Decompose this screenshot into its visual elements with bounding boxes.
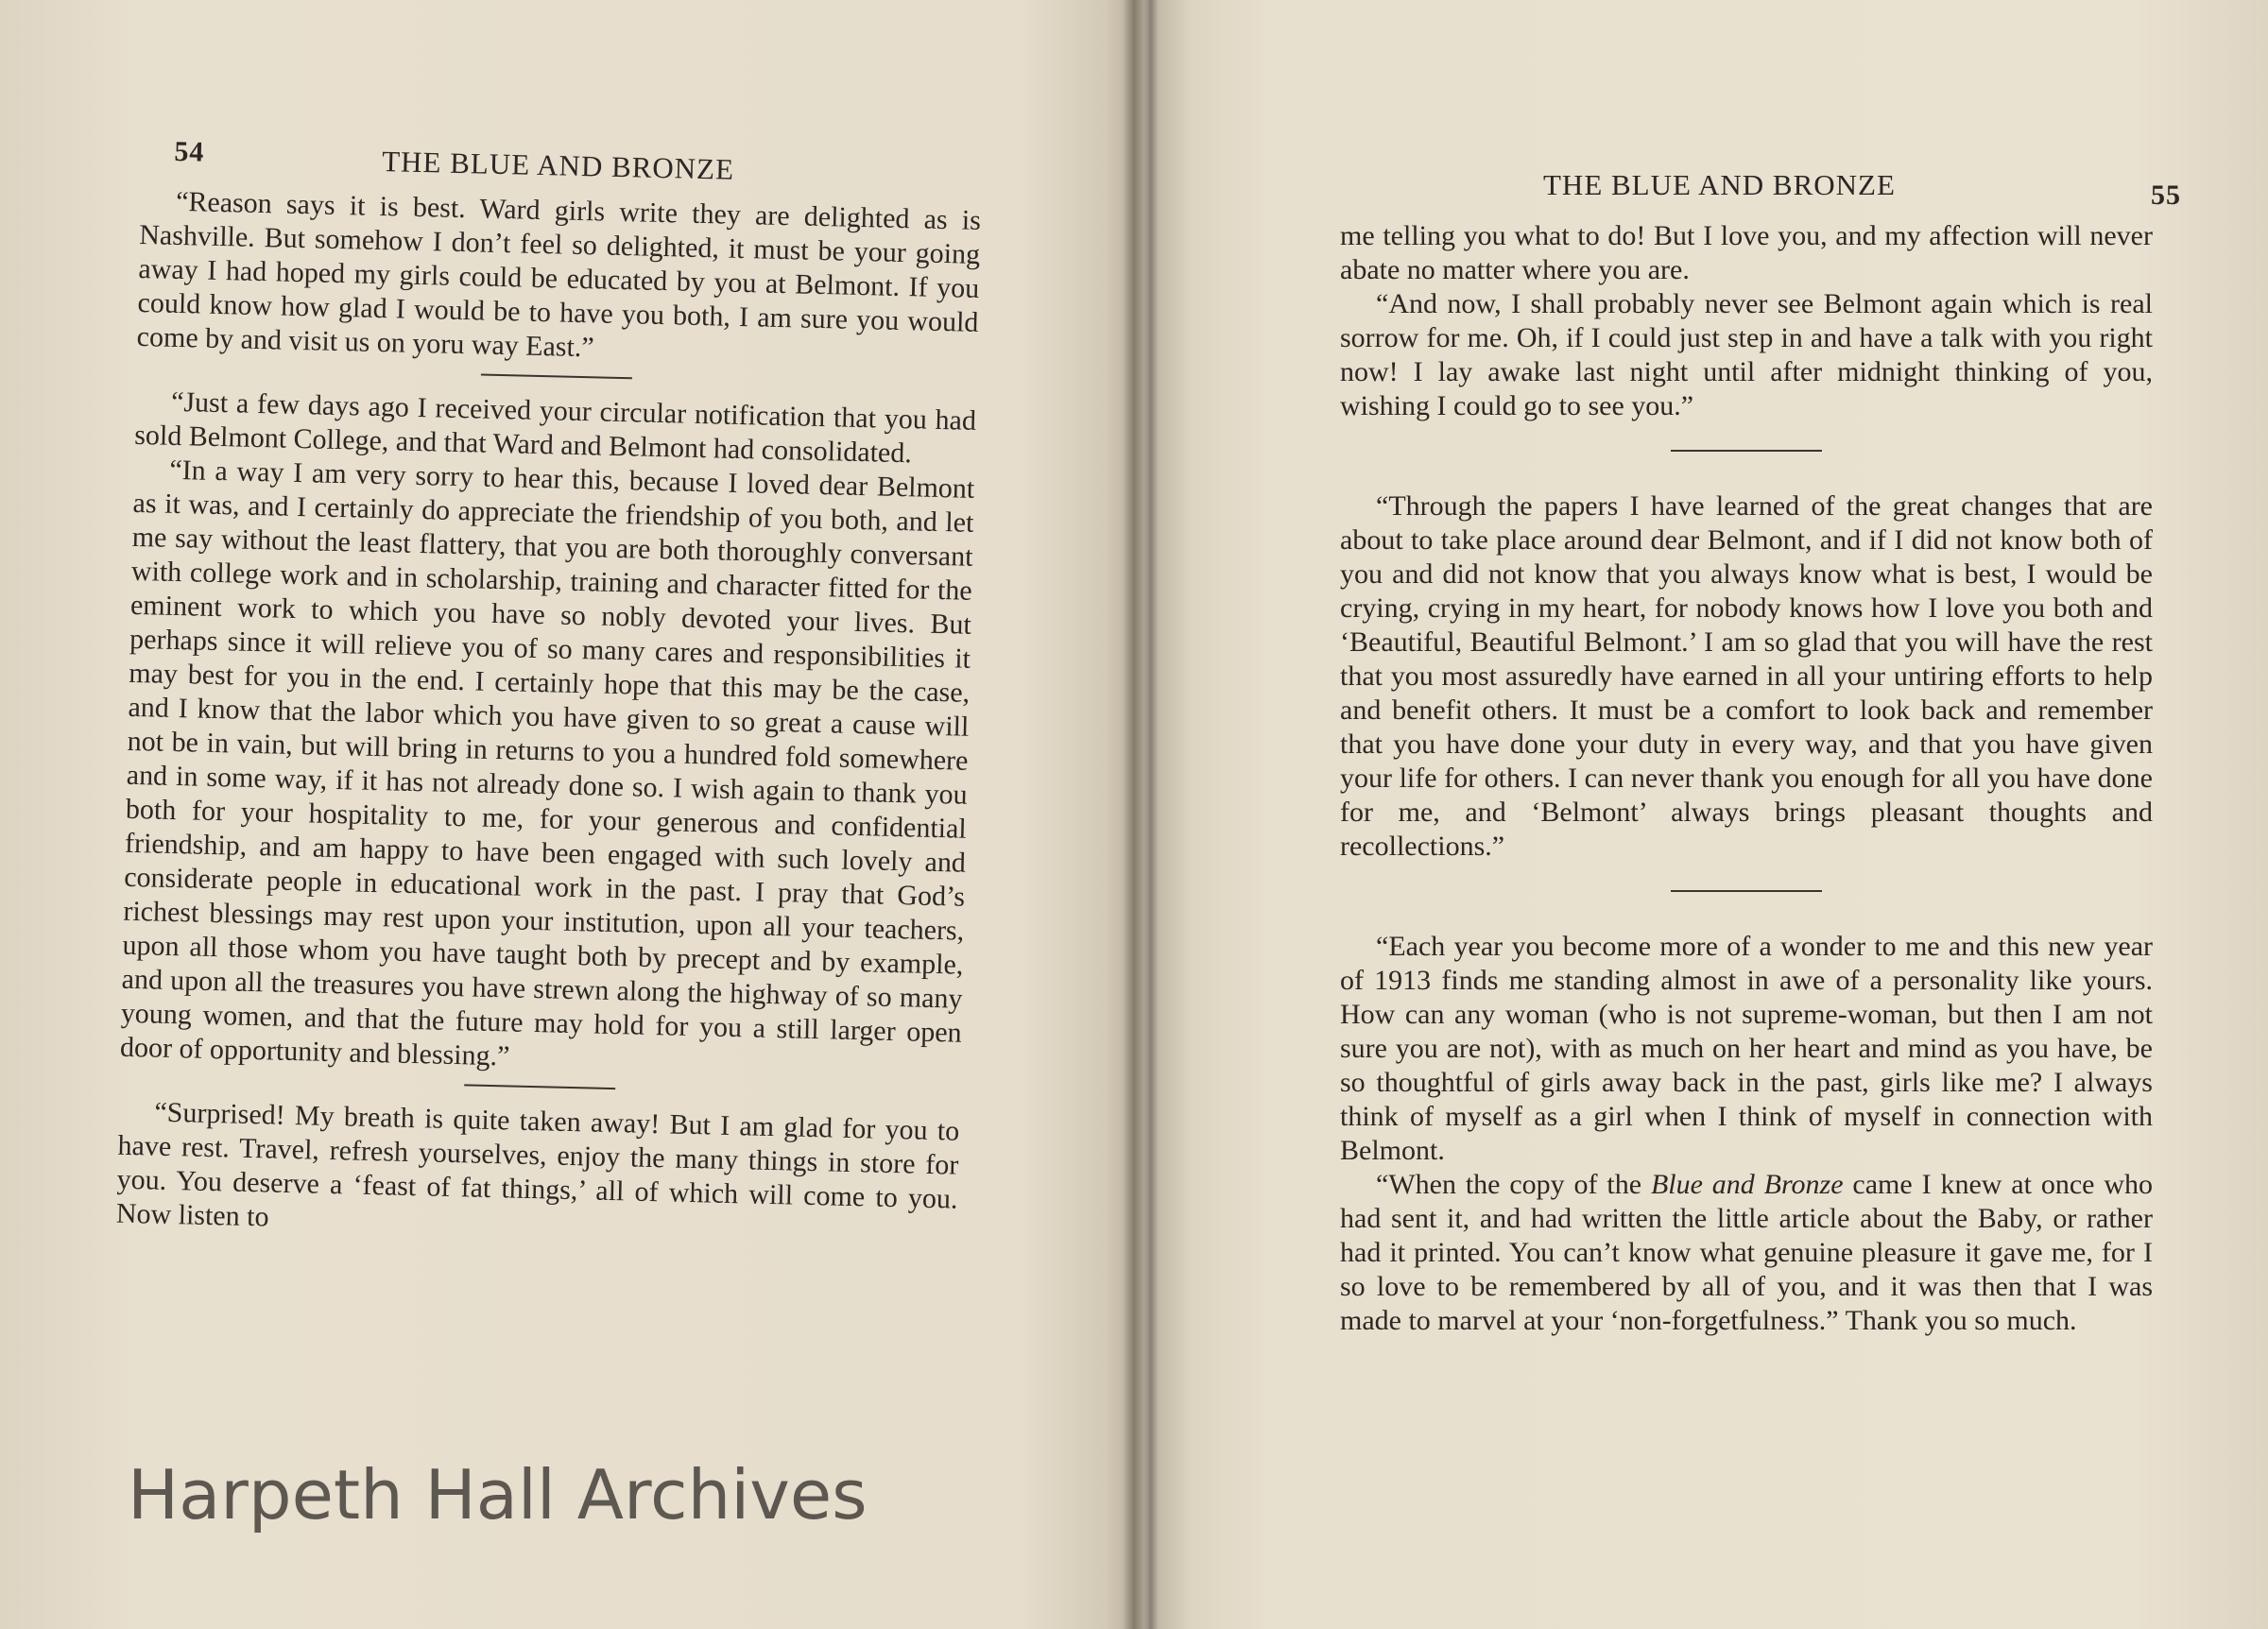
right-paragraph-continuation: me telling you what to do! But I love you, and my affection will never abate no matter where you are.	[1340, 220, 2153, 285]
section-divider	[1671, 890, 1822, 892]
section-divider	[464, 1084, 615, 1089]
right-running-head	[1340, 163, 2181, 219]
right-paragraph: “And now, I shall probably never see Belmont again which is real sorrow for me. Oh, if I could just step in and have a talk with you right now! I lay awake last night until after midnight thinking of you, wishing I could go to see you.”	[1340, 288, 2153, 421]
section-divider	[1671, 450, 1822, 452]
right-page-number: 55	[2151, 180, 2181, 211]
left-book-title: THE BLUE AND BRONZE	[381, 145, 735, 186]
right-paragraph: “Each year you become more of a wonder to me and this new year of 1913 finds me standing almost in awe of a personality like yours. How can any woman (who is not supreme-woman, but then I am not sure you are not), with as much on her heart and mind as you have, be so thoughtful of girls away back in the past, girls like me? I always think of myself as a girl when I think of myself in connection with Belmont.	[1340, 931, 2153, 1166]
right-page	[1158, 0, 2268, 1629]
left-body-text	[115, 184, 981, 1251]
right-paragraph: “Through the papers I have learned of the great changes that are about to take place around dear Belmont, and if I did not know both of you and did not know that you always know what is best, I would be crying, crying in my heart, for nobody knows how I love you both and ‘Beautiful, Beautiful Belmont.’ I am so glad that you will have the rest that you most assuredly have earned in all your untiring efforts to help and benefit others. It must be a comfort to look back and remember that you have done your duty in every way, and that you have given your life for others. I can never thank you enough for all you have done for me, and ‘Belmont’ always brings pleasant thoughts and recollections.”	[1340, 490, 2153, 862]
left-text-block	[115, 128, 982, 1251]
right-paragraph	[1340, 1168, 2153, 1338]
left-paragraph: “Just a few days ago I received your circular notification that you had sold Belmont College, and that Ward and Belmont had consolidated.	[133, 386, 977, 470]
right-text-block	[1340, 163, 2181, 1338]
left-paragraph: “Reason says it is best. Ward girls write they are delighted as is Nashville. But somehow I don’t feel so delighted, it must be your going away I had hoped my girls could be educated by you at Belmont. If you could know how glad I would be to have you both, I am sure you would come by and visit us on yoru way East.”	[136, 185, 982, 364]
right-paragraph-text: “When the copy of the	[1376, 1169, 1651, 1200]
left-page-number: 54	[174, 135, 205, 168]
right-paragraph-text: came I knew at once who had sent it, and had written the little article about the Baby, or rather had it printed. You can’t know what genuine pleasure it gave me, for I so love to be remembered by all of you, and it was then that I was made to marvel at your ‘non-forgetfulness.” Thank you so much.	[1340, 1169, 2153, 1336]
archive-watermark: Harpeth Hall Archives	[128, 1455, 868, 1535]
left-paragraph: “In a way I am very sorry to hear this, because I loved dear Belmont as it was, and I certainly do appreciate the friendship of you both, and let me say without the least flattery, that you are both thoroughly conversant with college work and in scholarship, training and character fitted for the eminent work to which you have so nobly devoted your lives. But perhaps since it will relieve you of so many cares and responsibilities it may best for you in the end. I certainly hope that this may be the case, and I know that the labor which you have given to so great a cause will not be in vain, but will bring in returns to you a hundred fold somewhere and in some way, if it has not already done so. I wish again to thank you both for your hospitality to me, for your generous and confidential friendship, and am happy to have been engaged with such lovely and considerate people in educational work in the past. I pray that God’s richest blessings may rest upon your institution, upon all your teachers, upon all those whom you have taught both by precept and by example, and upon all the treasures you have strewn along the highway of so many young women, and that the future may hold for you a still larger open door of opportunity and blessing.”	[119, 454, 975, 1072]
left-paragraph: “Surprised! My breath is quite taken away! But I am glad for you to have rest. Travel, refresh yourselves, enjoy the many things in store for you. You deserve a ‘feast of fat things,’ all of which will come to you. Now listen to	[115, 1096, 960, 1233]
section-divider	[481, 374, 632, 380]
right-book-title: THE BLUE AND BRONZE	[1543, 168, 1896, 201]
italic-book-title: Blue and Bronze	[1650, 1169, 1844, 1200]
right-body-text	[1340, 219, 2153, 1338]
